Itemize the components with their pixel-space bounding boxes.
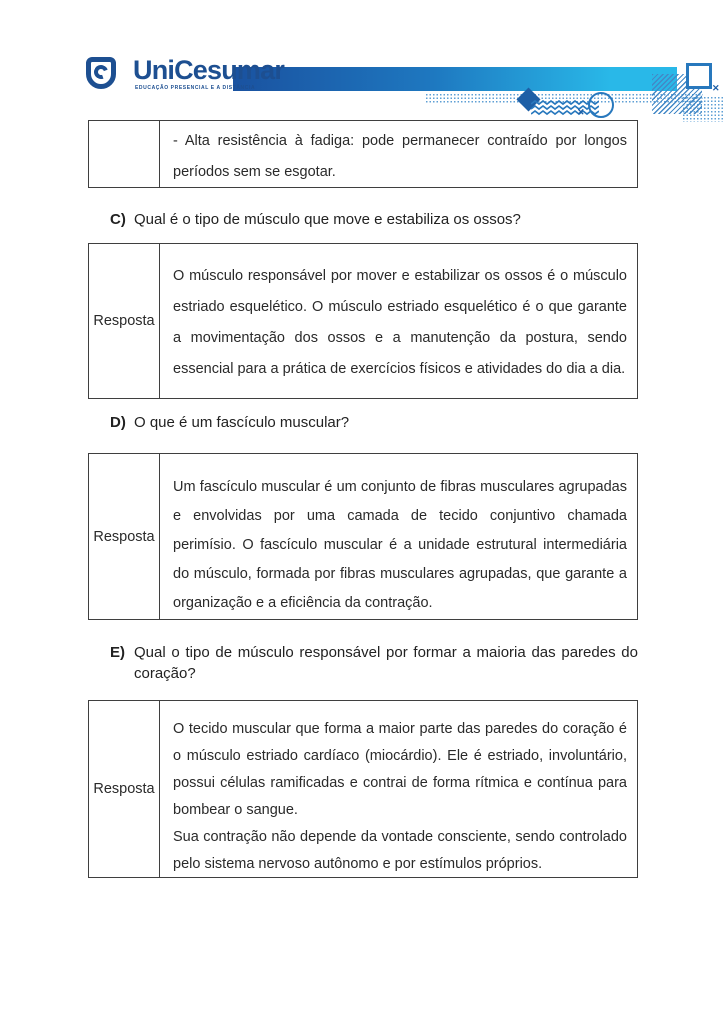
logo-tagline: EDUCAÇÃO PRESENCIAL E A DISTÂNCIA <box>135 85 256 91</box>
x-mark-icon: ✕ <box>712 83 720 93</box>
answer-label-cell: Resposta <box>89 454 160 619</box>
answer-text-cell <box>160 244 637 398</box>
x-mark-icon: ✕ <box>577 107 585 117</box>
header-gradient-bar <box>233 67 677 91</box>
question-c-letter: C) <box>110 211 126 228</box>
question-d <box>110 412 638 433</box>
question-e-text: Qual o tipo de músculo responsável por formar a maioria das paredes do coração? <box>134 644 638 682</box>
logo-text-block <box>133 55 284 95</box>
carryover-answer-table <box>88 120 638 188</box>
unicesumar-logo <box>86 55 284 95</box>
document-content <box>88 120 638 878</box>
answer-label-cell: Resposta <box>89 244 160 398</box>
answer-paragraph: O tecido muscular que forma a maior parte das paredes do coração é o músculo estriado cardíaco (miocárdio). Ele é estriado, involuntário, possui células ramificadas e contrai de forma rítmica e contínua para bombear o sangue. <box>173 721 627 818</box>
answer-text-cell <box>160 121 637 187</box>
answer-paragraph: - Alta resistência à fadiga: pode permanecer contraído por longos períodos sem se esgotar. <box>173 133 627 180</box>
question-e-letter: E) <box>110 644 125 661</box>
square-outline-icon <box>686 63 712 89</box>
logo-wordmark: UniCesumar <box>133 55 285 85</box>
question-c <box>110 209 638 230</box>
answer-text-cell <box>160 454 637 619</box>
answer-paragraph: Sua contração não depende da vontade consciente, sendo controlado pelo sistema nervoso autônomo e por estímulos próprios. <box>173 829 627 872</box>
answer-paragraph: Um fascículo muscular é um conjunto de fibras musculares agrupadas e envolvidas por uma camada de tecido conjuntivo chamada perimísio. O fascículo muscular é a unidade estrutural intermediária do músculo, formada por fibras musculares agrupadas, que garante a organização e a eficiência da contração. <box>173 479 627 611</box>
zigzag-icon <box>531 100 599 117</box>
answer-table-d <box>88 453 638 620</box>
unicesumar-logo-icon <box>86 55 126 95</box>
answer-table-c <box>88 243 638 399</box>
answer-label-cell: Resposta <box>89 701 160 877</box>
answer-table-e <box>88 700 638 878</box>
question-d-letter: D) <box>110 414 126 431</box>
answer-label-cell-empty <box>89 121 160 187</box>
answer-paragraph: O músculo responsável por mover e estabilizar os ossos é o músculo estriado esquelético. O músculo estriado esquelético é o que garante a movimentação dos ossos e a manutenção da postura, sendo essencial para a prática de exercícios físicos e atividades do dia a dia. <box>173 268 627 377</box>
question-e <box>110 642 638 684</box>
question-d-text: O que é um fascículo muscular? <box>134 414 350 431</box>
question-c-text: Qual é o tipo de músculo que move e estabiliza os ossos? <box>134 211 521 228</box>
answer-text-cell <box>160 701 637 877</box>
